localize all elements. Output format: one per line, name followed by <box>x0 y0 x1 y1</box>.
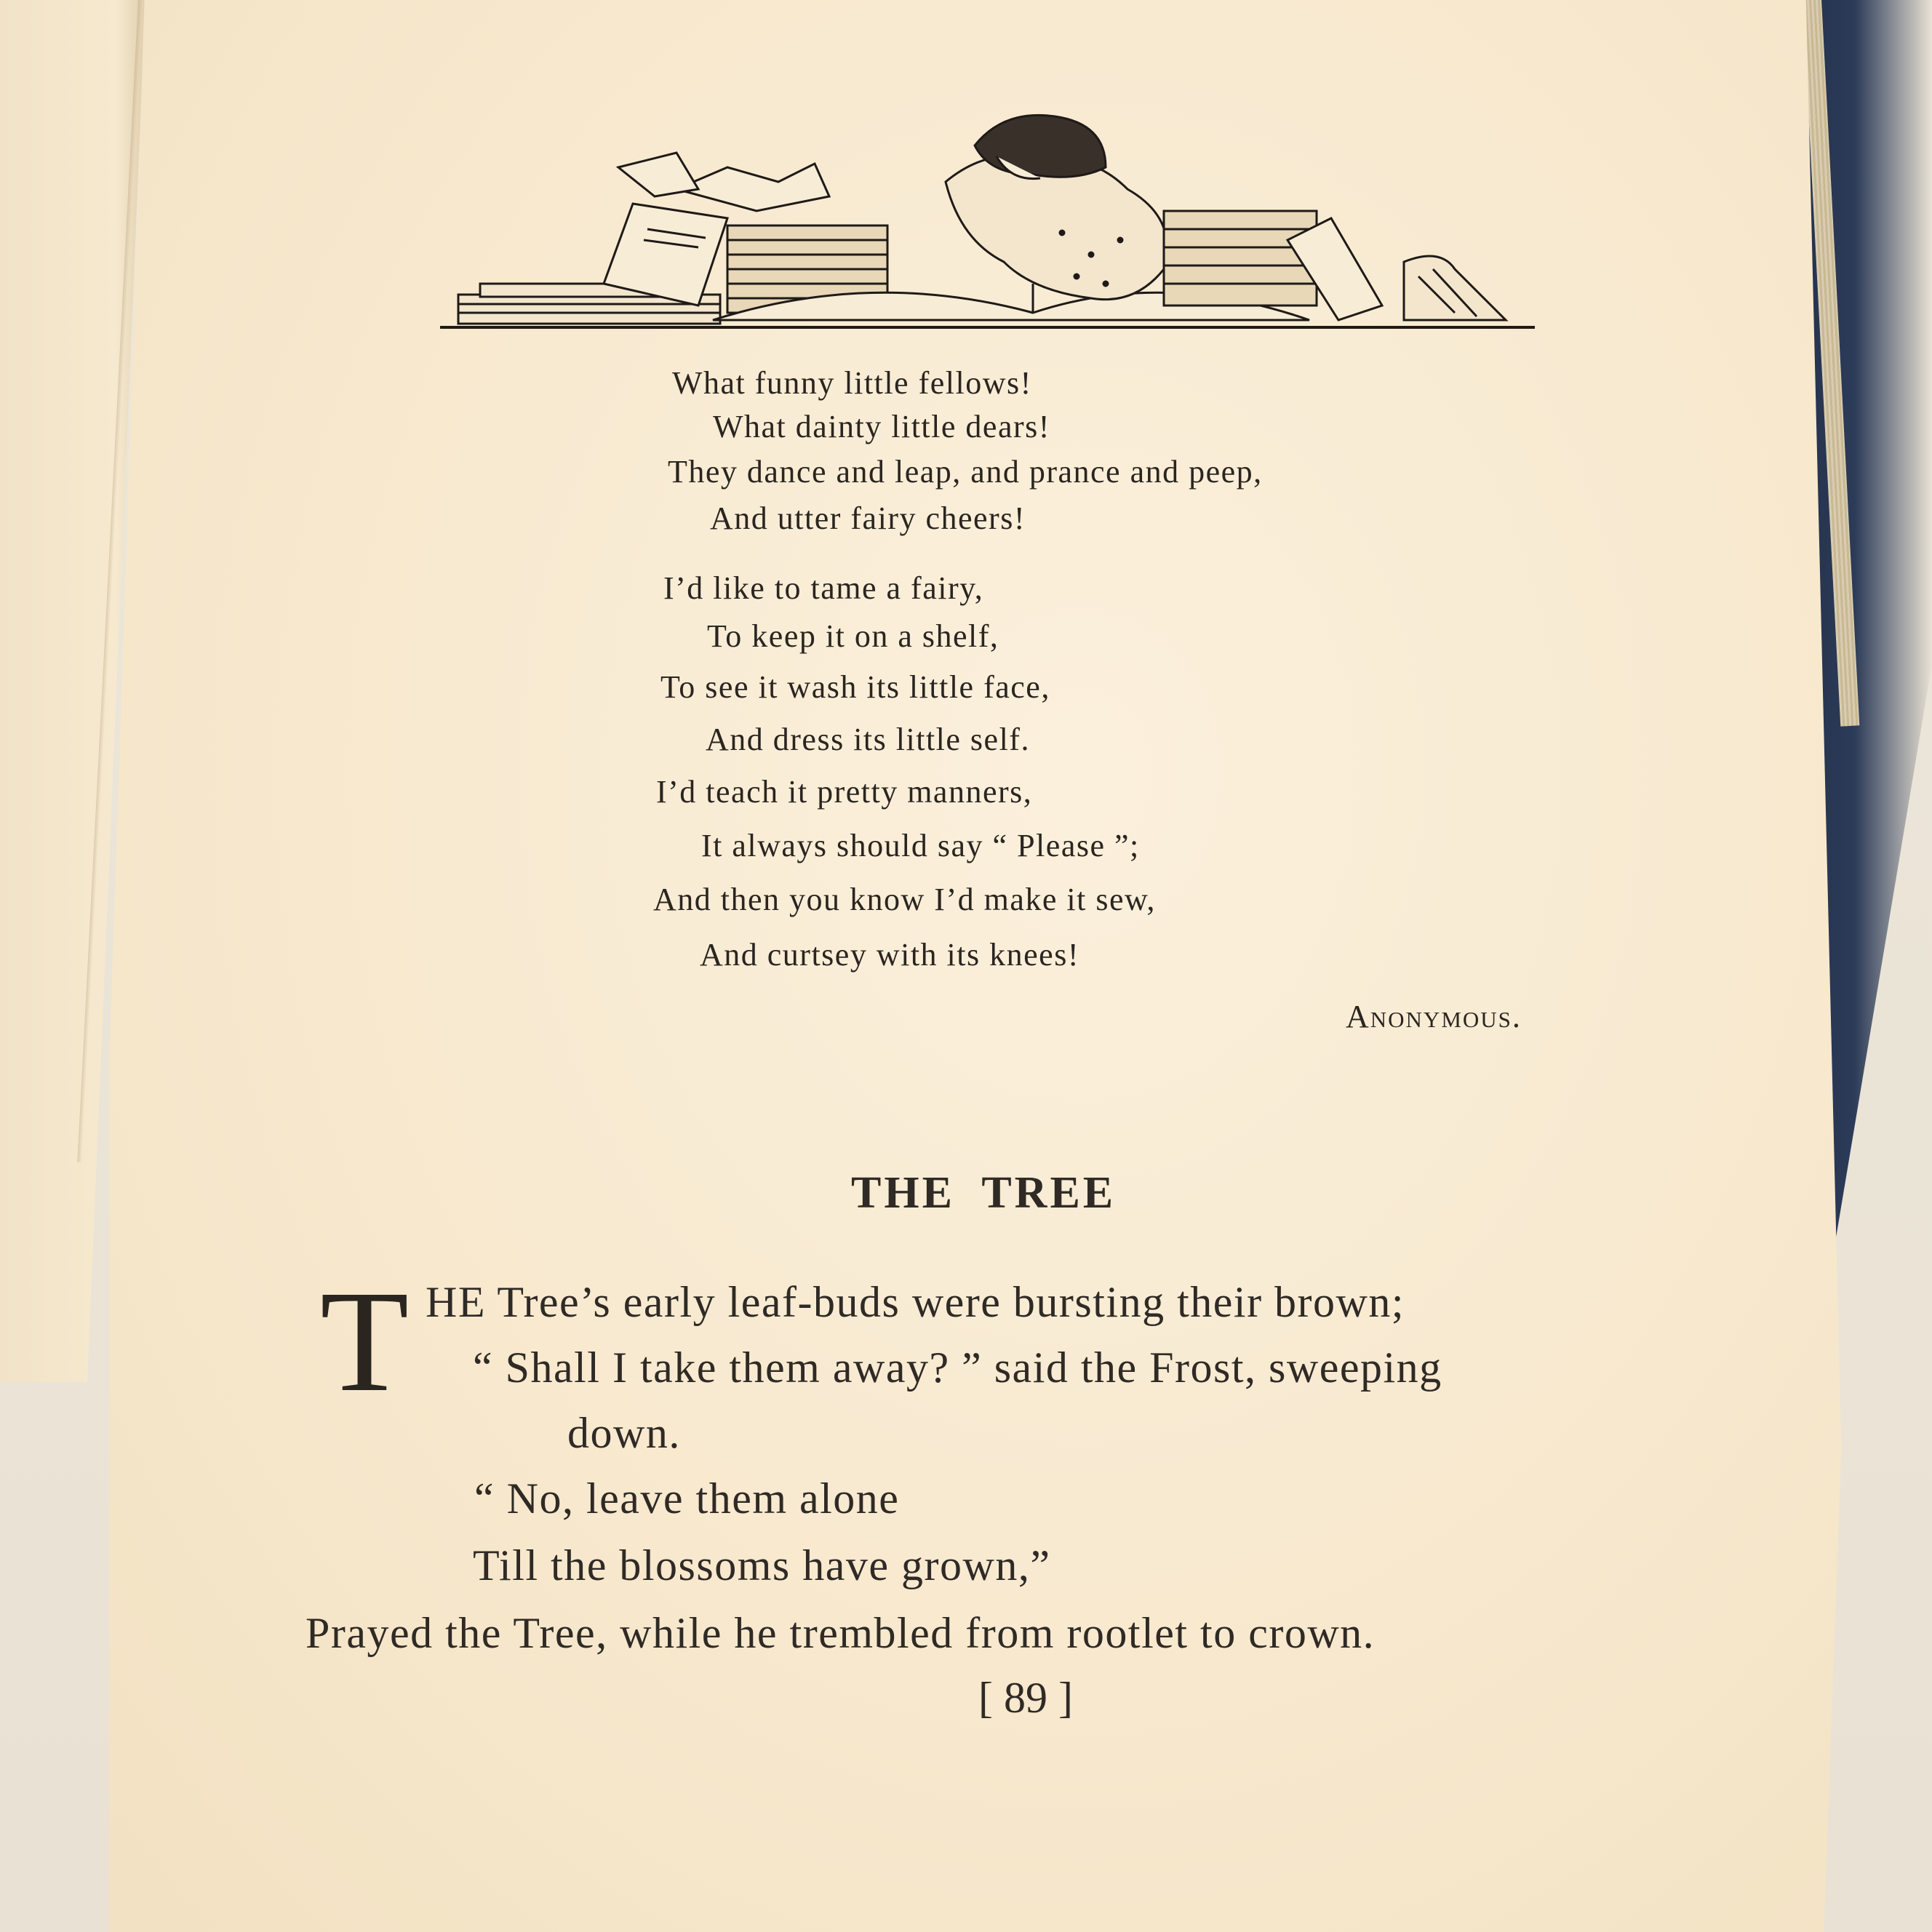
drop-cap: T <box>320 1261 410 1422</box>
poem-line: And curtsey with its knees! <box>700 937 1079 973</box>
poem-line: And dress its little self. <box>706 722 1030 757</box>
poem-line: I’d teach it pretty manners, <box>656 774 1033 810</box>
poem-line: To see it wash its little face, <box>660 669 1050 705</box>
poem-line: Till the blossoms have grown,” <box>473 1541 1051 1589</box>
poem-line: What funny little fellows! <box>672 365 1032 401</box>
poem-line: I’d like to tame a fairy, <box>663 570 984 606</box>
poem-line: They dance and leap, and prance and peep, <box>668 454 1263 490</box>
poem-line: down. <box>567 1409 681 1457</box>
poem-line: “ No, leave them alone <box>474 1474 900 1522</box>
poem-line: And utter fairy cheers! <box>710 500 1026 536</box>
poem-line: It always should say “ Please ”; <box>701 828 1140 863</box>
poem-author: Anonymous. <box>1346 999 1522 1034</box>
poem-line: HE Tree’s early leaf-buds were bursting their brown; <box>426 1278 1405 1326</box>
poem-line: To keep it on a shelf, <box>707 618 999 654</box>
page-number: [ 89 ] <box>978 1674 1073 1722</box>
poem-line: What dainty little dears! <box>713 409 1050 444</box>
poem-line: “ Shall I take them away? ” said the Frost, sweeping <box>473 1344 1442 1392</box>
reading-child-illustration <box>436 102 1542 342</box>
poem-title: THE TREE <box>851 1168 1117 1218</box>
poem-line: Prayed the Tree, while he trembled from rootlet to crown. <box>306 1609 1376 1657</box>
poem-line: And then you know I’d make it sew, <box>653 882 1156 917</box>
